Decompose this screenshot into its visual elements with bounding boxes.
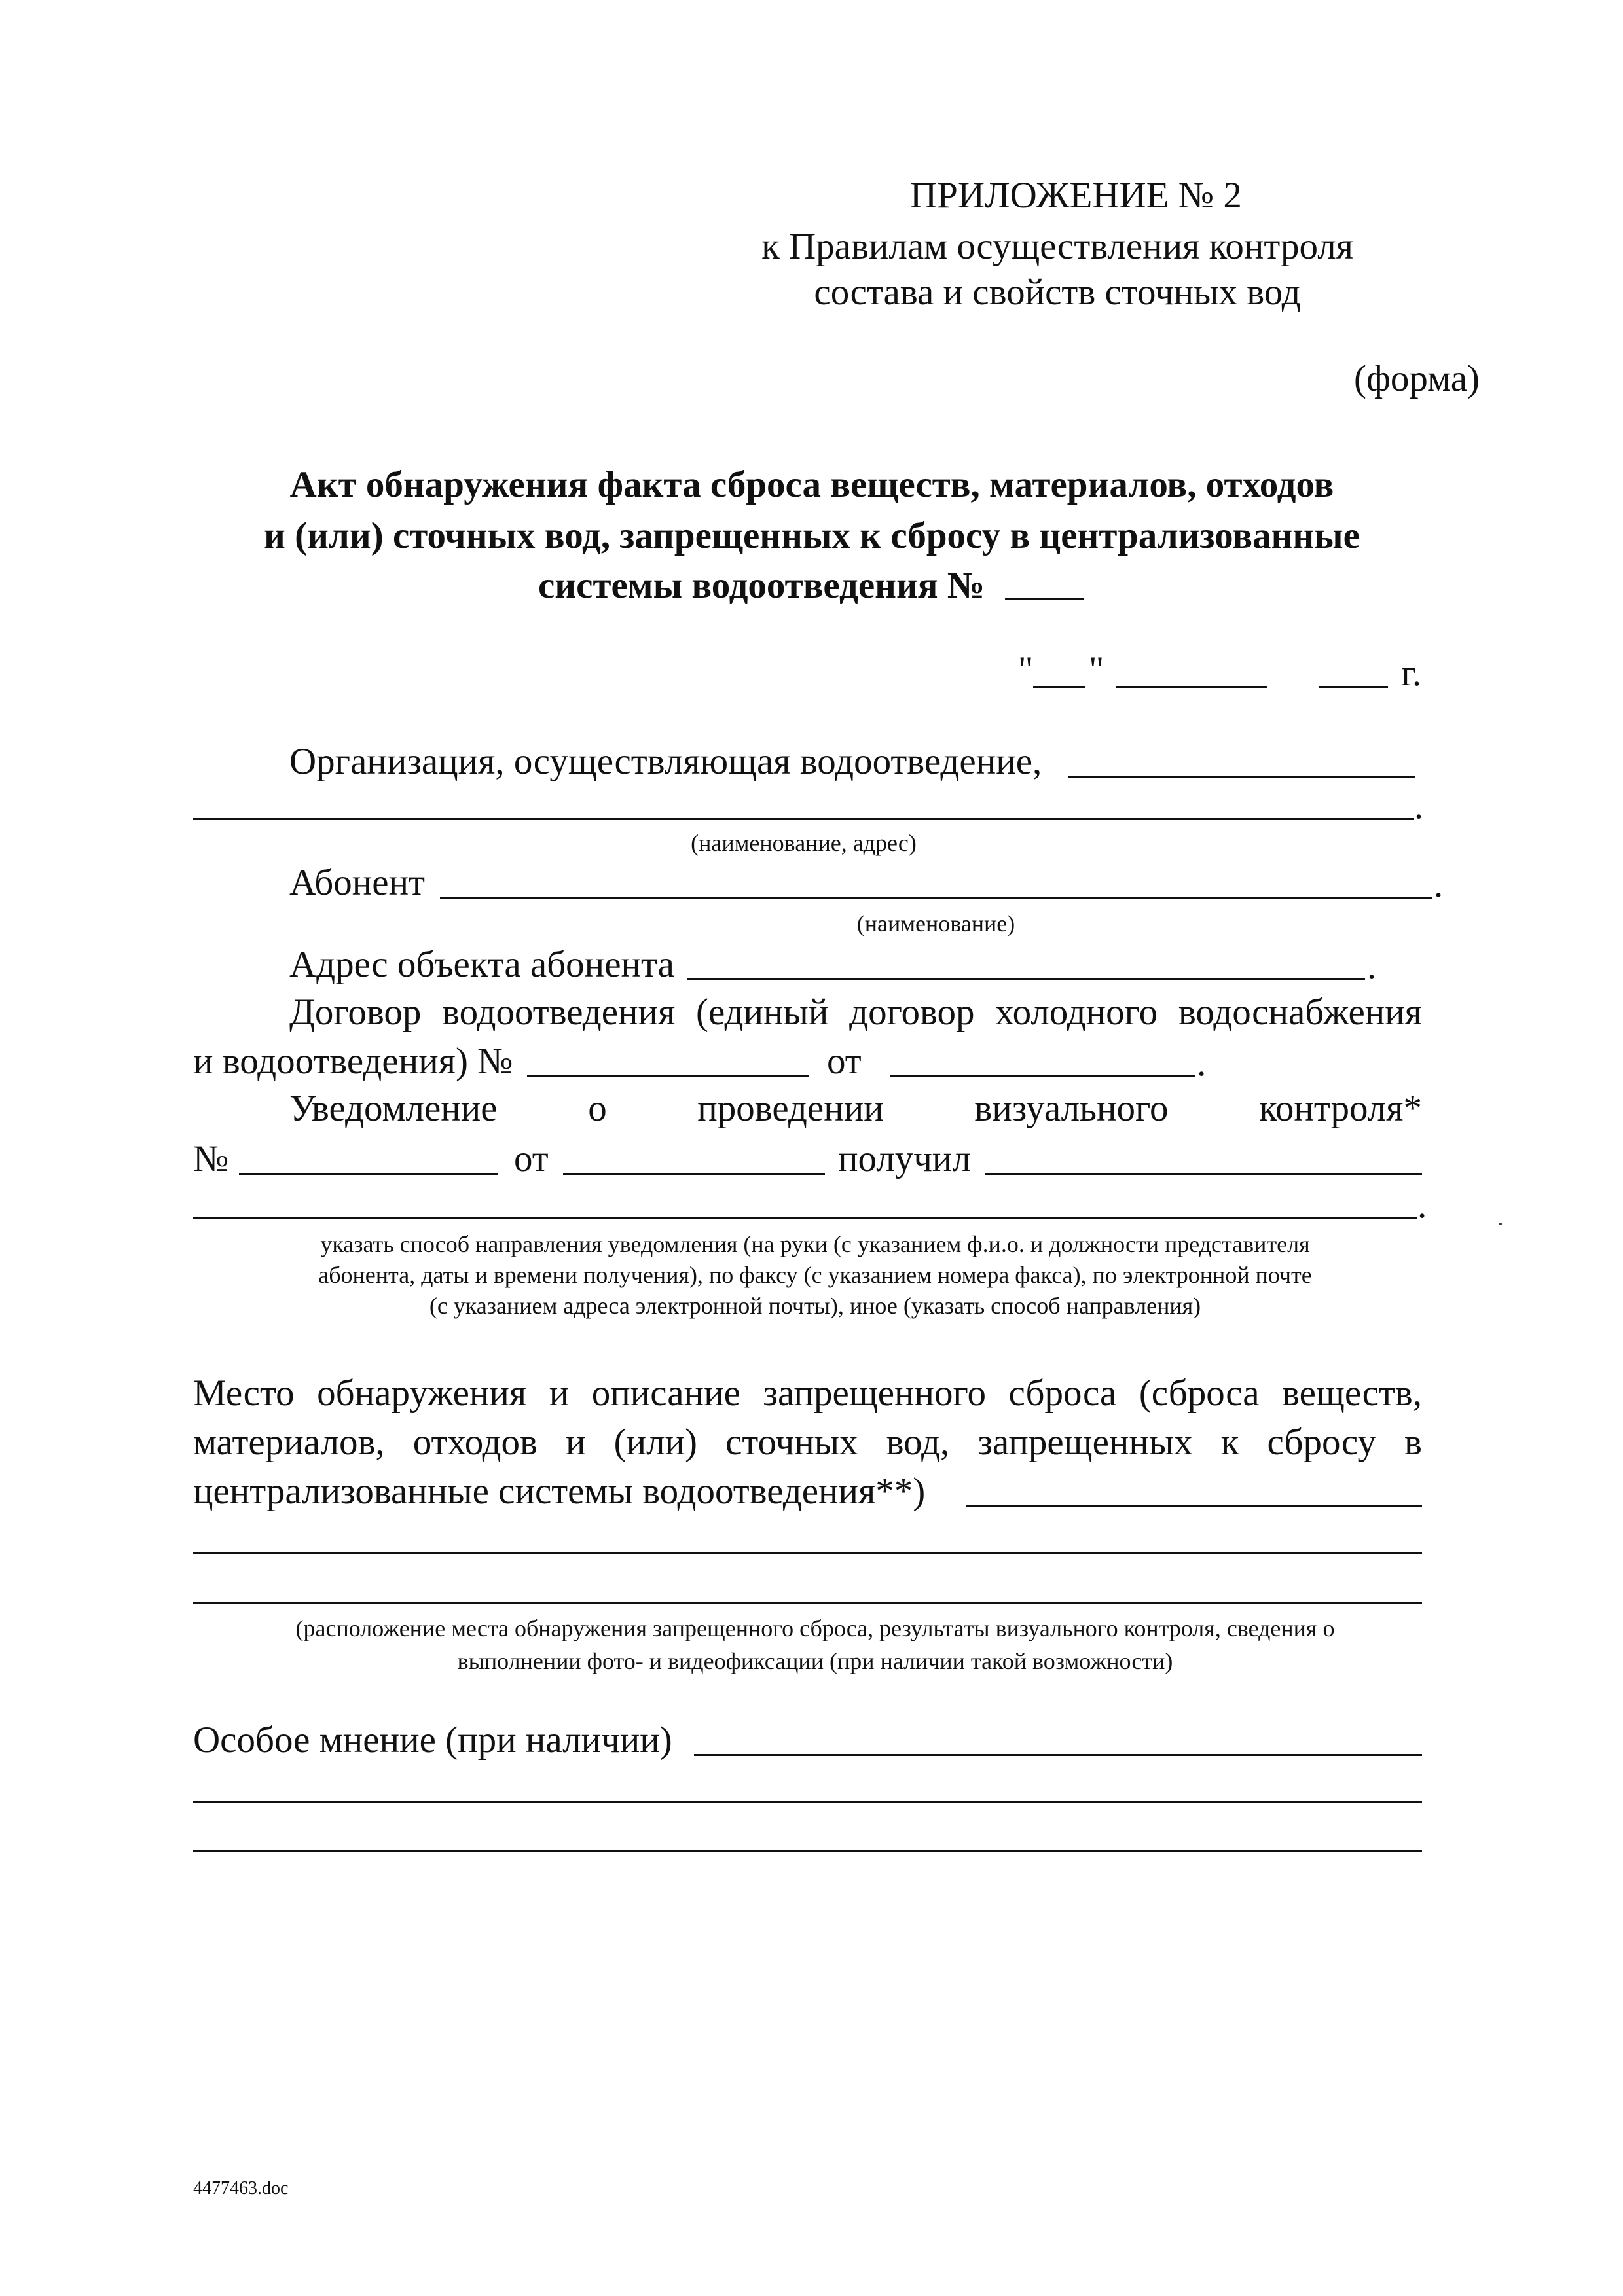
notice-received-field[interactable] <box>985 1173 1422 1175</box>
special-opinion-label: Особое мнение (при наличии) <box>193 1719 672 1761</box>
form-label: (форма) <box>1354 358 1480 399</box>
notice-period: . <box>1417 1185 1427 1226</box>
date-year-suffix: г. <box>1401 653 1422 694</box>
notice-caption-line3: (с указанием адреса электронной почты), иное (указать способ направления) <box>429 1293 1201 1319</box>
place-word: сточных <box>725 1422 858 1463</box>
subscriber-label: Абонент <box>289 862 425 903</box>
organization-label: Организация, осуществляющая водоотведение, <box>289 741 1042 782</box>
notice-line <box>289 1090 1422 1127</box>
subscriber-period: . <box>1434 864 1444 905</box>
organization-caption: (наименование, адрес) <box>691 830 917 856</box>
place-line1 <box>193 1374 1422 1412</box>
notice-word: Уведомление <box>289 1088 498 1129</box>
place-word: запрещенных <box>977 1422 1193 1463</box>
contract-line2: и водоотведения) № <box>193 1041 513 1082</box>
date-year-field[interactable] <box>1319 686 1388 688</box>
document-id: 4477463.doc <box>193 2178 289 2198</box>
special-opinion-field-3[interactable] <box>193 1850 1422 1852</box>
object-address-field[interactable] <box>687 978 1365 980</box>
notice-received-field-continued[interactable] <box>193 1217 1417 1219</box>
place-word: вод, <box>886 1422 950 1463</box>
place-word: (сброса <box>1139 1372 1260 1414</box>
rules-reference-line2: состава и свойств сточных вод <box>814 272 1301 313</box>
notice-from-label: от <box>514 1138 549 1179</box>
place-line3: централизованные системы водоотведения**) <box>193 1471 926 1512</box>
notice-word: проведении <box>697 1088 884 1129</box>
place-word: отходов <box>412 1422 538 1463</box>
place-word: описание <box>591 1372 740 1414</box>
date-day-field[interactable] <box>1033 686 1085 688</box>
act-title-line1: Акт обнаружения факта сброса веществ, материалов, отходов <box>289 464 1334 505</box>
notice-word: о <box>588 1088 607 1129</box>
act-title-line2: и (или) сточных вод, запрещенных к сбросу в централизованные <box>264 515 1360 556</box>
contract-period: . <box>1197 1043 1207 1084</box>
place-word: веществ, <box>1282 1372 1422 1414</box>
special-opinion-field-2[interactable] <box>193 1801 1422 1803</box>
special-opinion-field[interactable] <box>694 1754 1422 1756</box>
notice-word: контроля* <box>1259 1088 1422 1129</box>
scan-speck <box>1499 1223 1502 1225</box>
date-quote-close: " <box>1089 649 1104 691</box>
rules-reference-line1: к Правилам осуществления контроля <box>761 226 1353 267</box>
contract-from-label: от <box>827 1041 862 1082</box>
organization-field-continued[interactable] <box>193 818 1414 820</box>
contract-line1: Договор водоотведения (единый договор холодного водоснабжения <box>289 992 1422 1033</box>
place-word: обнаружения <box>317 1372 527 1414</box>
place-word: (или) <box>613 1422 698 1463</box>
act-title-line3: системы водоотведения № <box>538 565 985 606</box>
act-number-field[interactable] <box>1005 598 1084 600</box>
date-month-field[interactable] <box>1116 686 1267 688</box>
place-word: запрещенного <box>763 1372 986 1414</box>
place-word: сбросу <box>1267 1422 1376 1463</box>
place-description-field[interactable] <box>966 1505 1422 1507</box>
place-word: материалов, <box>193 1422 385 1463</box>
place-word: Место <box>193 1372 295 1414</box>
notice-caption-line2: абонента, даты и времени получения), по факсу (с указанием номера факса), по электронной почте <box>318 1262 1312 1288</box>
object-address-label: Адрес объекта абонента <box>289 944 674 985</box>
notice-caption-line1: указать способ направления уведомления (на руки (с указанием ф.и.о. и должности представителя <box>320 1231 1310 1257</box>
place-description-field-2[interactable] <box>193 1552 1422 1554</box>
place-word: сброса <box>1008 1372 1117 1414</box>
notice-number-field[interactable] <box>239 1173 498 1175</box>
contract-number-field[interactable] <box>527 1075 809 1077</box>
notice-word: визуального <box>974 1088 1169 1129</box>
notice-date-field[interactable] <box>563 1173 825 1175</box>
contract-date-field[interactable] <box>890 1075 1195 1077</box>
notice-number-label: № <box>193 1138 229 1179</box>
organization-period: . <box>1414 785 1424 827</box>
object-address-period: . <box>1367 946 1377 987</box>
appendix-heading: ПРИЛОЖЕНИЕ № 2 <box>910 175 1242 216</box>
place-word: и <box>549 1372 570 1414</box>
notice-received-label: получил <box>838 1138 971 1179</box>
subscriber-caption: (наименование) <box>856 910 1015 937</box>
subscriber-field[interactable] <box>440 897 1432 899</box>
place-word: в <box>1404 1422 1422 1463</box>
place-caption-line2: выполнении фото- и видеофиксации (при наличии такой возможности) <box>457 1648 1173 1674</box>
place-caption-line1: (расположение места обнаружения запрещенного сброса, результаты визуального контроля, сведения о <box>295 1615 1335 1641</box>
place-word: к <box>1220 1422 1239 1463</box>
place-line2 <box>193 1424 1422 1461</box>
place-description-field-3[interactable] <box>193 1602 1422 1604</box>
organization-field[interactable] <box>1068 776 1415 778</box>
date-quote-open: " <box>1018 649 1034 691</box>
place-word: и <box>566 1422 586 1463</box>
